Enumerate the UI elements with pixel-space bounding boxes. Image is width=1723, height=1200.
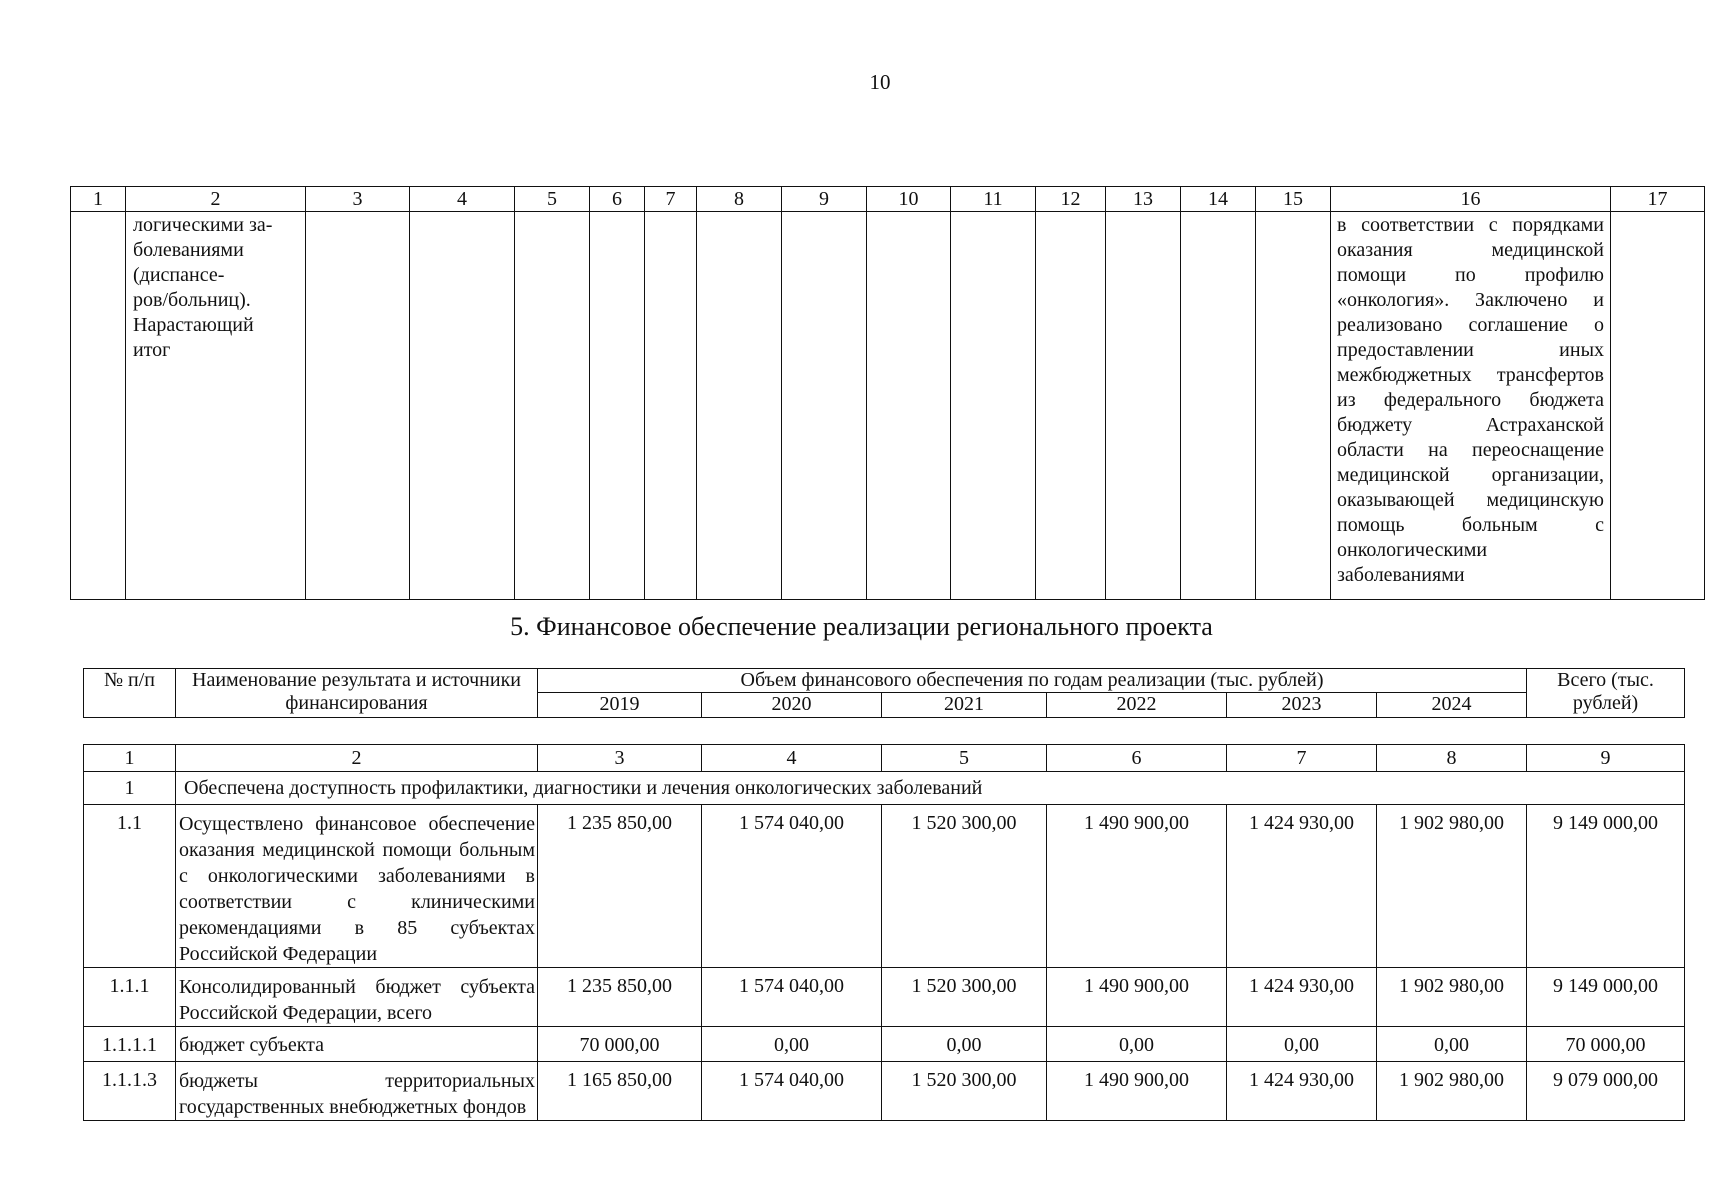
column-number: 3 — [538, 745, 702, 772]
total-cell: 9 149 000,00 — [1527, 968, 1685, 1027]
value-cell: 1 490 900,00 — [1047, 1062, 1227, 1121]
indicator-name-line: итог — [133, 339, 171, 361]
value-cell: 1 574 040,00 — [702, 968, 882, 1027]
column-number: 7 — [645, 187, 697, 212]
column-number: 2 — [126, 187, 306, 212]
value-cell: 0,00 — [882, 1027, 1047, 1062]
year-header: 2021 — [882, 693, 1047, 718]
column-number: 13 — [1106, 187, 1181, 212]
column-number: 9 — [1527, 745, 1685, 772]
value-cell: 1 574 040,00 — [702, 1062, 882, 1121]
value-cell: 0,00 — [1377, 1027, 1527, 1062]
row-name: бюджет субъекта — [176, 1027, 538, 1062]
column-number: 6 — [590, 187, 645, 212]
column-number: 8 — [697, 187, 782, 212]
value-cell: 1 490 900,00 — [1047, 968, 1227, 1027]
column-number: 12 — [1036, 187, 1106, 212]
value-cell: 70 000,00 — [538, 1027, 702, 1062]
column-number: 3 — [306, 187, 410, 212]
table-row — [84, 805, 1685, 968]
row-name: бюджеты территориальных государственных внебюджетных фондов — [176, 1062, 538, 1121]
continuation-table — [70, 186, 1705, 600]
column-number: 10 — [867, 187, 951, 212]
row-name: Консолидированный бюджет субъекта Российской Федерации, всего — [176, 968, 538, 1027]
column-number: 16 — [1331, 187, 1611, 212]
total-cell: 9 079 000,00 — [1527, 1062, 1685, 1121]
column-number: 1 — [71, 187, 126, 212]
column-number: 4 — [410, 187, 515, 212]
section-row — [84, 772, 1685, 805]
column-number: 11 — [951, 187, 1036, 212]
value-cell: 1 520 300,00 — [882, 968, 1047, 1027]
indicator-name-line: (диспансе- — [133, 264, 225, 286]
finance-table — [83, 744, 1685, 1121]
value-cell: 1 902 980,00 — [1377, 968, 1527, 1027]
column-number-row — [84, 745, 1685, 772]
row-number: 1.1.1 — [84, 968, 176, 1027]
value-cell: 1 520 300,00 — [882, 1062, 1047, 1121]
value-cell: 1 902 980,00 — [1377, 805, 1527, 968]
value-cell: 1 424 930,00 — [1227, 968, 1377, 1027]
value-cell: 1 235 850,00 — [538, 968, 702, 1027]
column-number: 15 — [1256, 187, 1331, 212]
column-number: 5 — [882, 745, 1047, 772]
year-header: 2020 — [702, 693, 882, 718]
value-cell: 1 424 930,00 — [1227, 805, 1377, 968]
continuation-table-row — [71, 212, 1705, 600]
column-number: 6 — [1047, 745, 1227, 772]
value-cell: 1 424 930,00 — [1227, 1062, 1377, 1121]
header-name: Наименование результата и источники финансирования — [176, 669, 538, 718]
indicator-name-cell — [126, 212, 306, 600]
row-number: 1.1 — [84, 805, 176, 968]
column-number: 7 — [1227, 745, 1377, 772]
value-cell: 1 235 850,00 — [538, 805, 702, 968]
value-cell: 0,00 — [1047, 1027, 1227, 1062]
page-number: 10 — [869, 70, 891, 94]
table-row — [84, 968, 1685, 1027]
column-number: 8 — [1377, 745, 1527, 772]
indicator-name-line: Нарастающий — [133, 314, 254, 336]
total-cell: 9 149 000,00 — [1527, 805, 1685, 968]
year-header: 2019 — [538, 693, 702, 718]
header-total: Всего (тыс. рублей) — [1527, 669, 1685, 718]
row-number: 1.1.1.3 — [84, 1062, 176, 1121]
value-cell: 1 520 300,00 — [882, 805, 1047, 968]
table-row — [84, 1027, 1685, 1062]
year-header: 2024 — [1377, 693, 1527, 718]
table-row — [84, 1062, 1685, 1121]
value-cell: 0,00 — [702, 1027, 882, 1062]
indicator-name-line: ров/больниц). — [133, 289, 251, 311]
indicator-name-line: логическими за- — [133, 214, 273, 236]
year-header: 2023 — [1227, 693, 1377, 718]
value-cell: 1 165 850,00 — [538, 1062, 702, 1121]
continuation-table-header-row — [71, 187, 1705, 212]
comment-cell: в соответствии с порядками оказания медицинской помощи по профилю «онкология». Заключено и реализовано соглашение о предоставлении иных межбюджетных трансфертов из федерального бюджета бюджету Астраханской области на переоснащение медицинской организации, оказывающей медицинскую помощь больным с онкологическими заболеваниями — [1331, 212, 1611, 600]
value-cell: 1 902 980,00 — [1377, 1062, 1527, 1121]
section-name: Обеспечена доступность профилактики, диагностики и лечения онкологических заболеваний — [176, 772, 1685, 805]
column-number: 4 — [702, 745, 882, 772]
finance-header-table — [83, 668, 1685, 718]
indicator-name-line: болеваниями — [133, 239, 244, 261]
total-cell: 70 000,00 — [1527, 1027, 1685, 1062]
header-volume: Объем финансового обеспечения по годам реализации (тыс. рублей) — [538, 669, 1527, 693]
row-number: 1.1.1.1 — [84, 1027, 176, 1062]
row-name: Осуществлено финансовое обеспечение оказания медицинской помощи больным с онкологическими заболеваниями в соответствии с клиническими рекомендациями в 85 субъектах Российской Федерации — [176, 805, 538, 968]
row-number: 1 — [84, 772, 176, 805]
value-cell: 0,00 — [1227, 1027, 1377, 1062]
column-number: 1 — [84, 745, 176, 772]
header-number: № п/п — [84, 669, 176, 718]
value-cell: 1 490 900,00 — [1047, 805, 1227, 968]
value-cell: 1 574 040,00 — [702, 805, 882, 968]
year-header: 2022 — [1047, 693, 1227, 718]
column-number: 9 — [782, 187, 867, 212]
column-number: 17 — [1611, 187, 1705, 212]
column-number: 5 — [515, 187, 590, 212]
section-title: 5. Финансовое обеспечение реализации регионального проекта — [510, 612, 1213, 641]
column-number: 14 — [1181, 187, 1256, 212]
column-number: 2 — [176, 745, 538, 772]
